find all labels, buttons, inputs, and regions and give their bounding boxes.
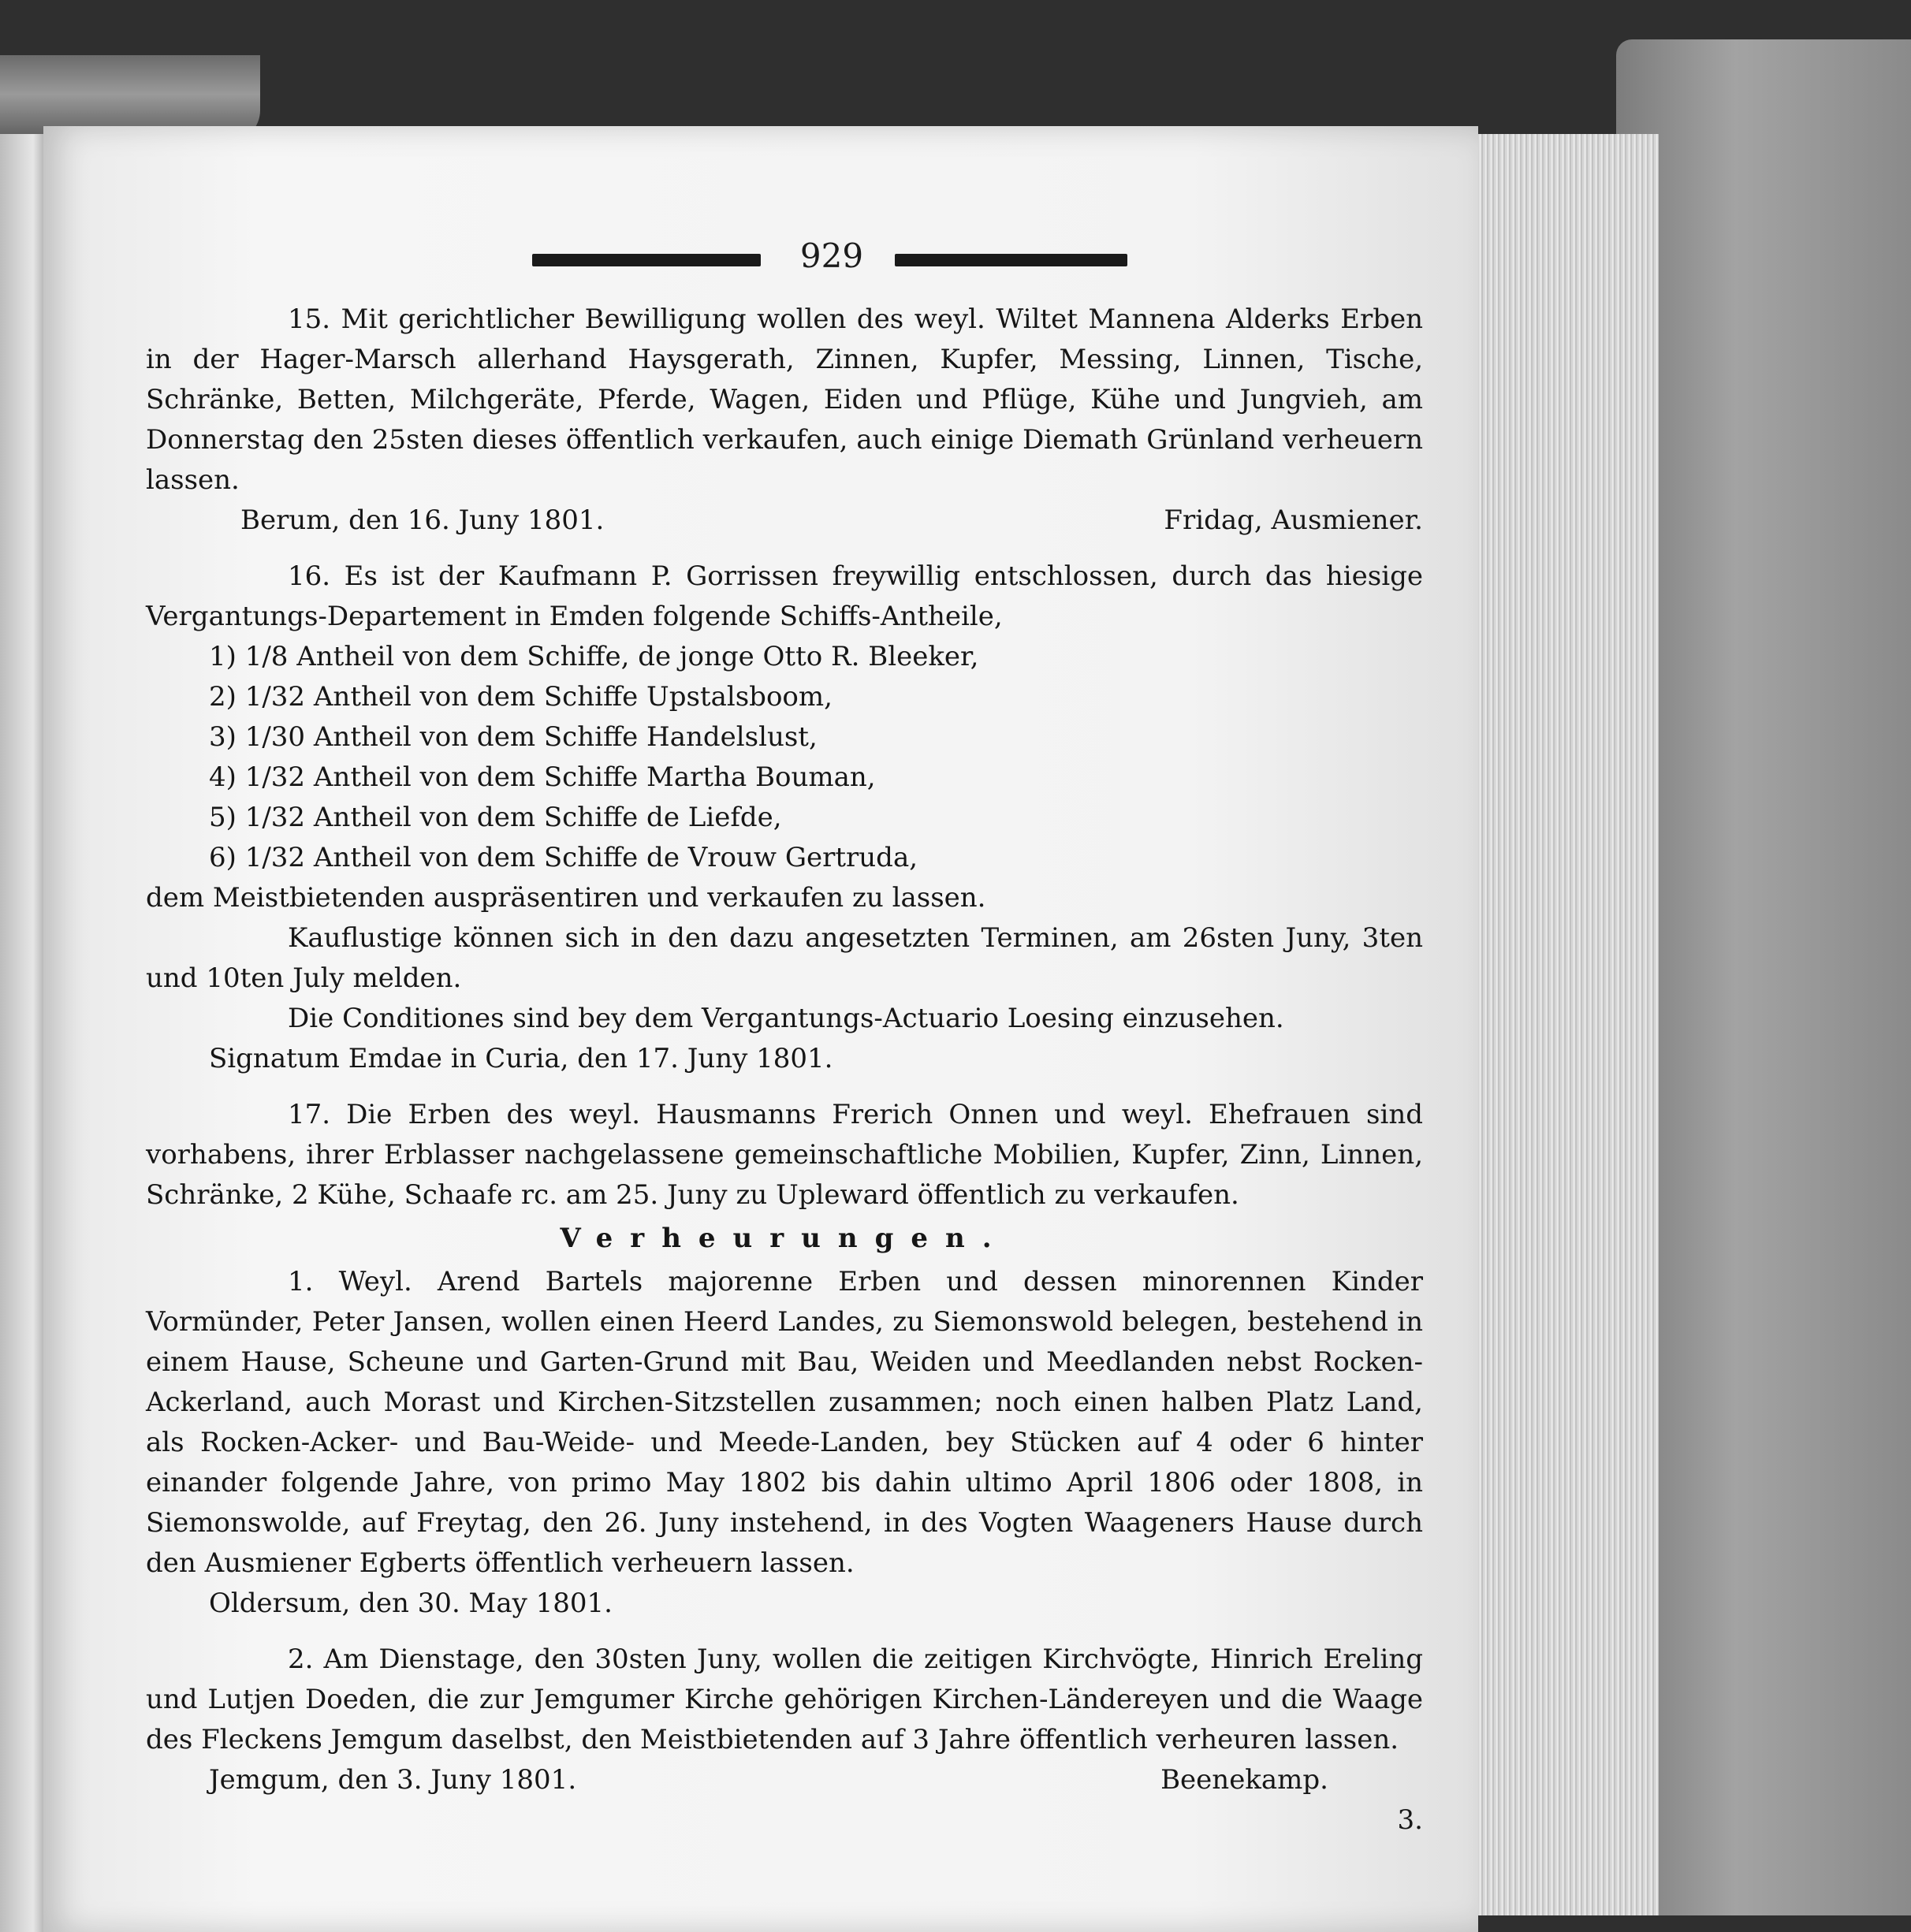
header-rule-left: [532, 254, 761, 266]
spacer: [146, 1079, 1423, 1095]
page-header: [532, 236, 1131, 284]
lease-1-place-date: Oldersum, den 30. May 1801.: [209, 1588, 613, 1619]
lease-2-signature-line: [146, 1760, 1423, 1800]
entry-17-text: 17. Die Erben des weyl. Hausmanns Frerich Onnen und weyl. Ehefrauen sind vorhabens, ihrer Erblasser nachgelassene gemeinschaftliche Mobilien, Kupfer, Zinn, Linnen, Schränke, 2 Kühe, Schaafe rc. am 25. Juny zu Upleward öffentlich zu verkaufen.: [146, 1099, 1423, 1211]
share-item: 2) 1/32 Antheil von dem Schiffe Upstalsboom,: [209, 681, 833, 713]
lease-1-text: 1. Weyl. Arend Bartels majorenne Erben und dessen minorennen Kinder Vormünder, Peter Jansen, wollen einen Heerd Landes, zu Siemonswold belegen, bestehend in einem Hause, Scheune und Garten-Grund mit Bau, Weiden und Meedlanden nebst Rocken-Ackerland, auch Morast und Kirchen-Sitzstellen zusammen; noch einen halben Platz Land, als Rocken-Acker- und Bau-Weide- und Meede-Landen, bey Stücken auf 4 oder 6 hinter einander folgende Jahre, von primo May 1802 bis dahin ultimo April 1806 oder 1808, in Siemonswolde, auf Freytag, den 26. Juny instehend, in des Vogten Waageners Hause durch den Ausmiener Egberts öffentlich verheuern lassen.: [146, 1266, 1423, 1579]
entry-16-conditions: Die Conditiones sind bey dem Vergantungs-Actuario Loesing einzusehen.: [288, 1003, 1284, 1034]
lease-2-text: 2. Am Dienstage, den 30sten Juny, wollen die zeitigen Kirchvögte, Hinrich Ereling und Lutjen Doeden, die zur Jemgumer Kirche gehörigen Kirchen-Ländereyen und die Waage des Fleckens Jemgum daselbst, den Meistbietenden auf 3 Jahre öffentlich verheuren lassen.: [146, 1644, 1423, 1755]
left-page-edge: [0, 134, 47, 1932]
lease-2-place-date: Jemgum, den 3. Juny 1801.: [209, 1764, 577, 1796]
entry-15-text: 15. Mit gerichtlicher Bewilligung wollen des weyl. Wiltet Mannena Alderks Erben in der Hager-Marsch allerhand Haysgerath, Zinnen, Kupfer, Messing, Linnen, Tische, Schränke, Betten, Milchgeräte, Pferde, Wagen, Eiden und Pflüge, Kühe und Jungvieh, am Donnerstag den 25sten dieses öffentlich verkaufen, auch einige Diemath Grünland verheuern lassen.: [146, 303, 1423, 496]
book-page: [43, 126, 1478, 1932]
spacer: [146, 1624, 1423, 1640]
entry-15-signature-line: [146, 501, 1423, 541]
share-item: 4) 1/32 Antheil von dem Schiffe Martha Bouman,: [209, 761, 876, 793]
share-item: 5) 1/32 Antheil von dem Schiffe de Liefde,: [209, 802, 782, 833]
page-number: 929: [799, 236, 864, 275]
entry-15-place-date: Berum, den 16. Juny 1801.: [240, 504, 605, 536]
share-item: 3) 1/30 Antheil von dem Schiffe Handelslust,: [209, 721, 818, 753]
share-item: 1) 1/8 Antheil von dem Schiffe, de jonge Otto R. Bleeker,: [209, 641, 979, 672]
entry-15-signer: Fridag, Ausmiener.: [1164, 504, 1423, 536]
page-block-edges: [1458, 134, 1659, 1915]
catchword: 3.: [1397, 1804, 1423, 1836]
entry-16-intro: 16. Es ist der Kaufmann P. Gorrissen freywillig entschlossen, durch das hiesige Vergantungs-Departement in Emden folgende Schiffs-Antheile,: [146, 560, 1423, 632]
share-item: 6) 1/32 Antheil von dem Schiffe de Vrouw Gertruda,: [209, 842, 918, 873]
lease-2-signer: Beenekamp.: [1160, 1764, 1328, 1796]
book-cover: [1616, 39, 1911, 1915]
header-rule-right: [895, 254, 1127, 266]
entry-16-closing: dem Meistbietenden auspräsentiren und verkaufen zu lassen.: [146, 882, 986, 914]
entry-16-buyers: Kauflustige können sich in den dazu angesetzten Terminen, am 26sten Juny, 3ten und 10ten July melden.: [146, 922, 1423, 994]
page-text: [146, 300, 1423, 1841]
section-heading: Verheurungen.: [560, 1223, 1009, 1254]
spacer: [146, 541, 1423, 557]
entry-16-signature: Signatum Emdae in Curia, den 17. Juny 1801.: [209, 1043, 833, 1074]
